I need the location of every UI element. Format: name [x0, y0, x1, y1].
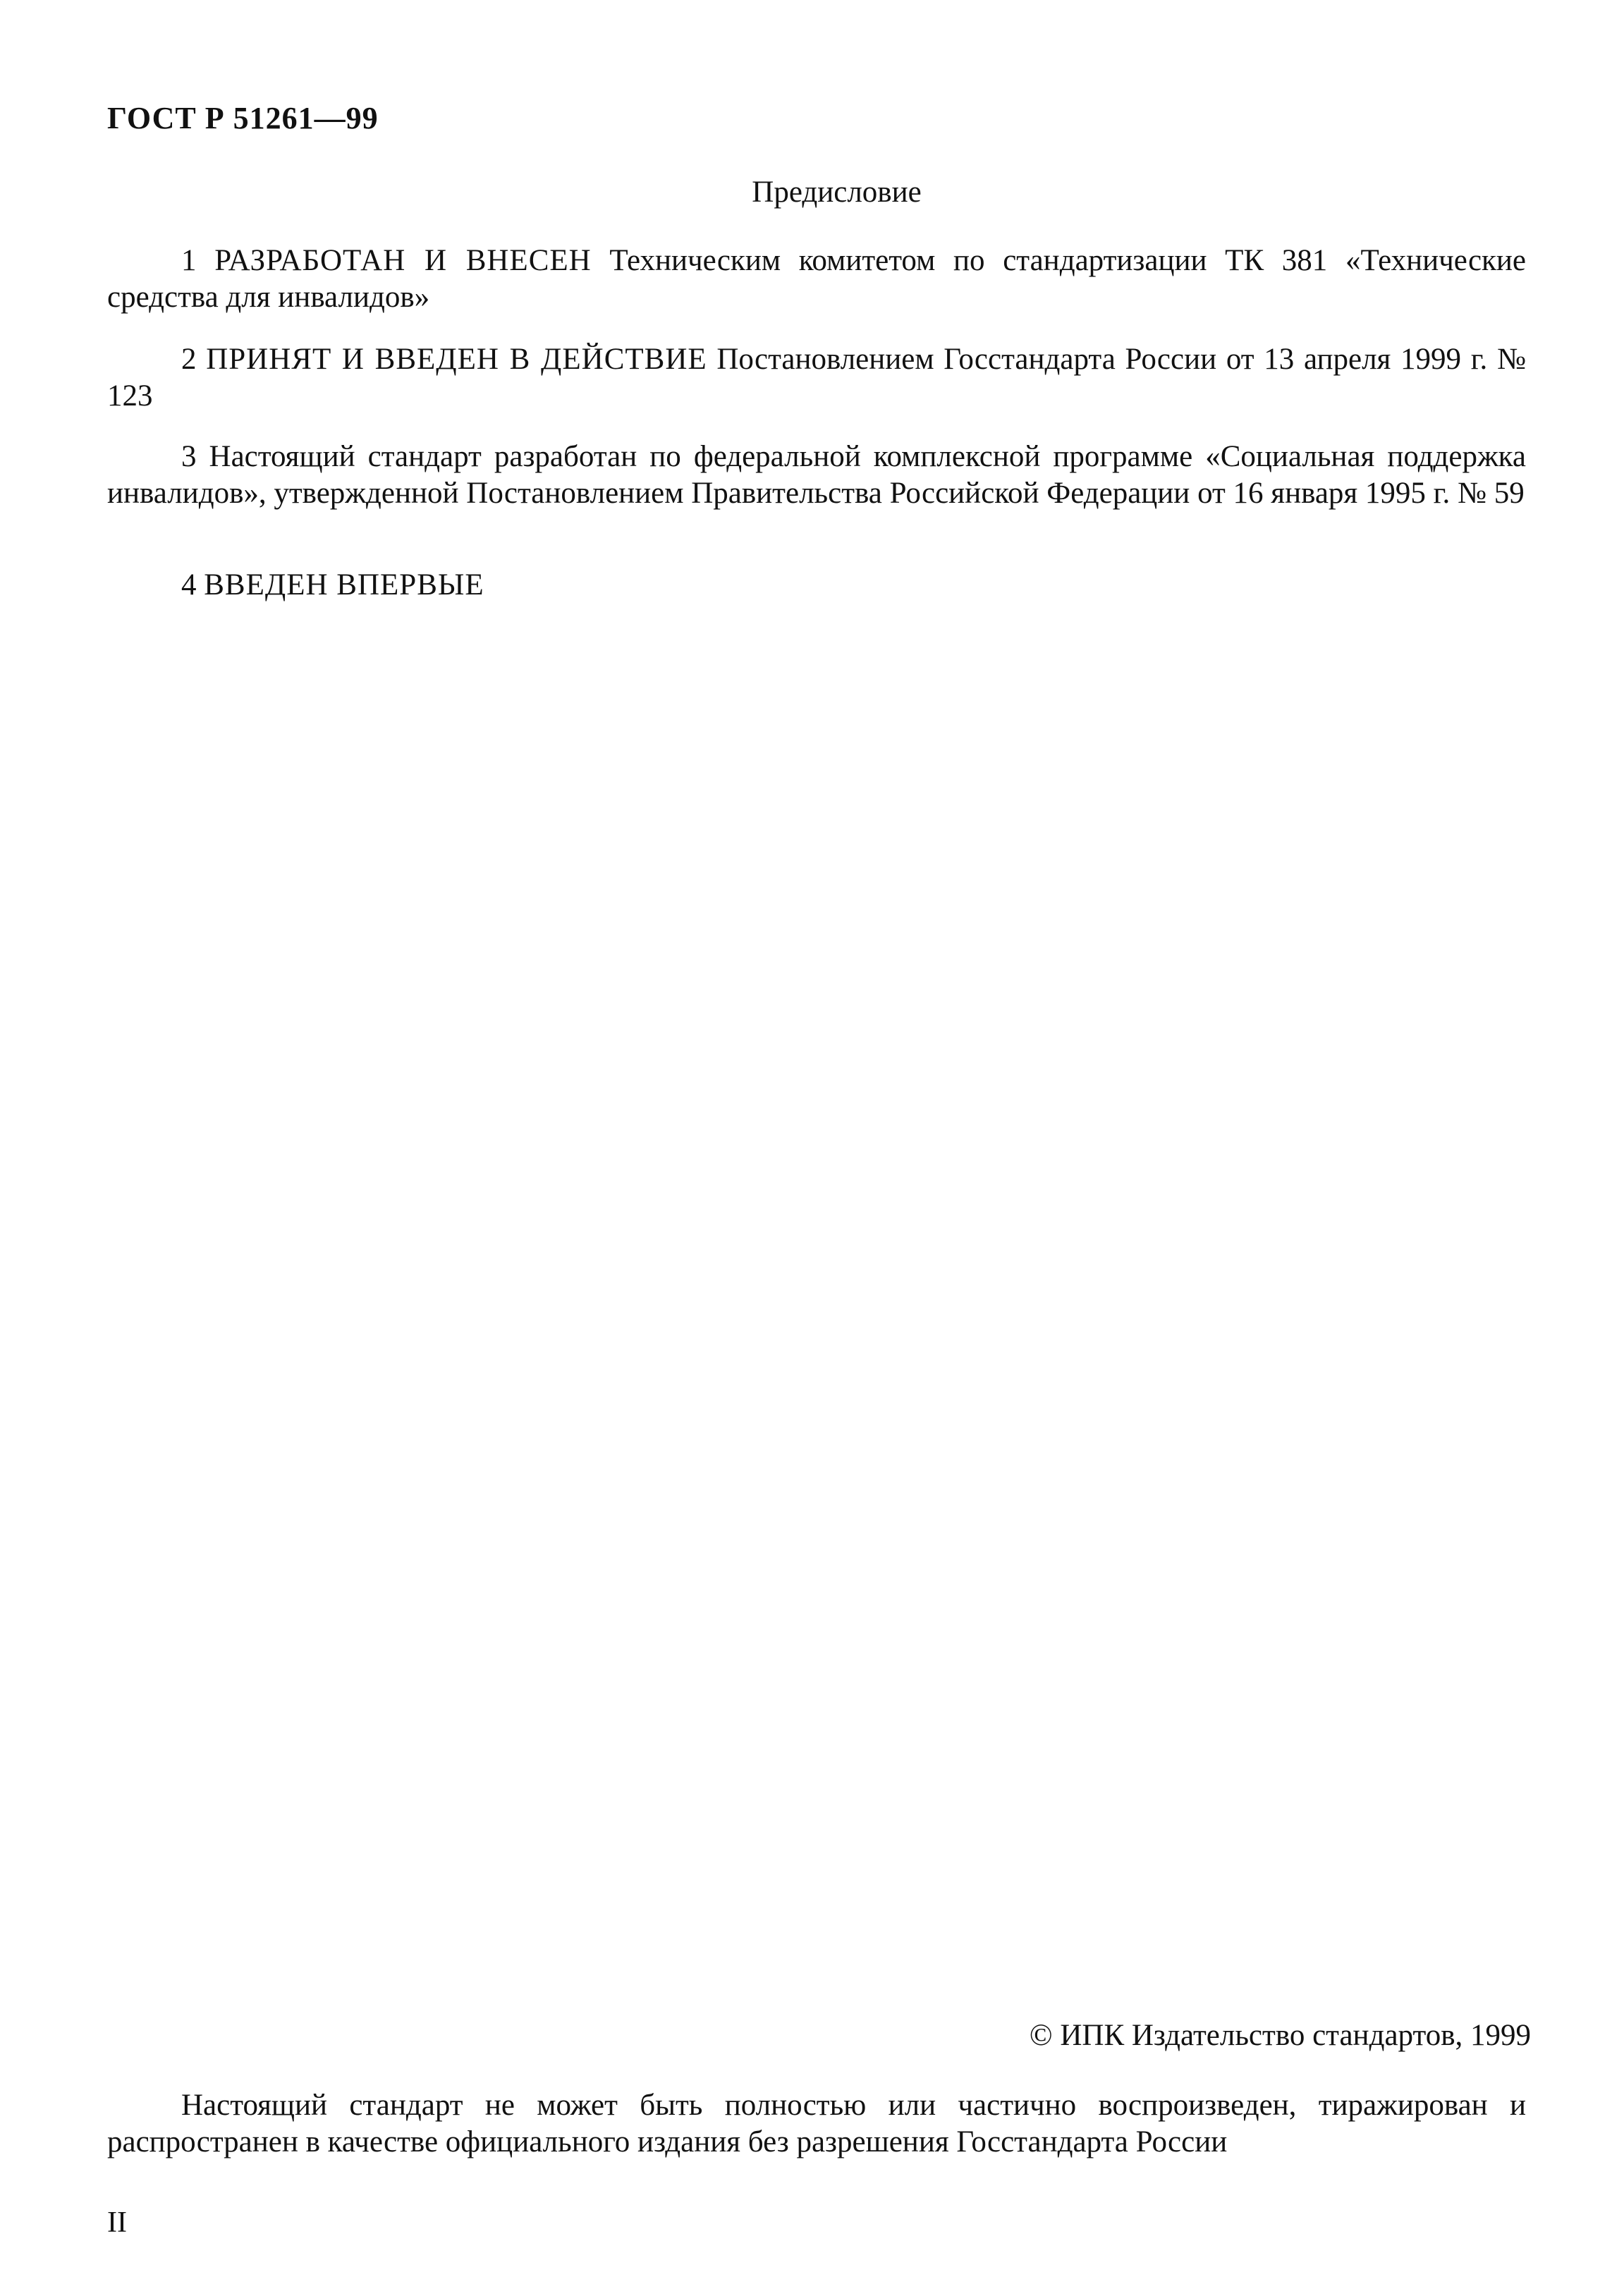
item-text: Постановлением Госстандарта России от 13 апреля 1999 г. № 123: [107, 343, 1526, 413]
page-number: II: [107, 2206, 127, 2239]
document-code: ГОСТ Р 51261—99: [107, 101, 379, 135]
foreword-item-1: [107, 243, 1526, 316]
foreword-title: Предисловие: [752, 176, 922, 209]
item-text: Техническим комитетом по стандартизации ТК 381 «Технические средства для инвалидов»: [107, 244, 1527, 314]
reproduction-notice: Настоящий стандарт не может быть полностью или частично воспроизведен, тиражирован и распространен в качестве официального издания без разрешения Госстандарта России: [107, 2089, 1526, 2158]
item-caps-lead: ВВЕДЕН ВПЕРВЫЕ: [204, 568, 484, 602]
item-number: 2: [181, 343, 197, 376]
foreword-item-3: [107, 439, 1526, 512]
foreword-item-4: [107, 567, 1526, 604]
item-number: 4: [181, 568, 197, 602]
copyright-line: © ИПК Издательство стандартов, 1999: [1029, 2019, 1531, 2052]
item-caps-lead: РАЗРАБОТАН И ВНЕСЕН: [214, 244, 592, 277]
item-text: Настоящий стандарт разработан по федеральной комплексной программе «Социальная поддержка инвалидов», утвержденной Постановлением Правительства Российской Федерации от 16 января 1995 г. № 59: [107, 440, 1527, 510]
item-number: 1: [181, 244, 197, 277]
item-number: 3: [181, 440, 197, 473]
item-caps-lead: ПРИНЯТ И ВВЕДЕН В ДЕЙСТВИЕ: [206, 343, 707, 376]
foreword-item-2: [107, 341, 1526, 415]
